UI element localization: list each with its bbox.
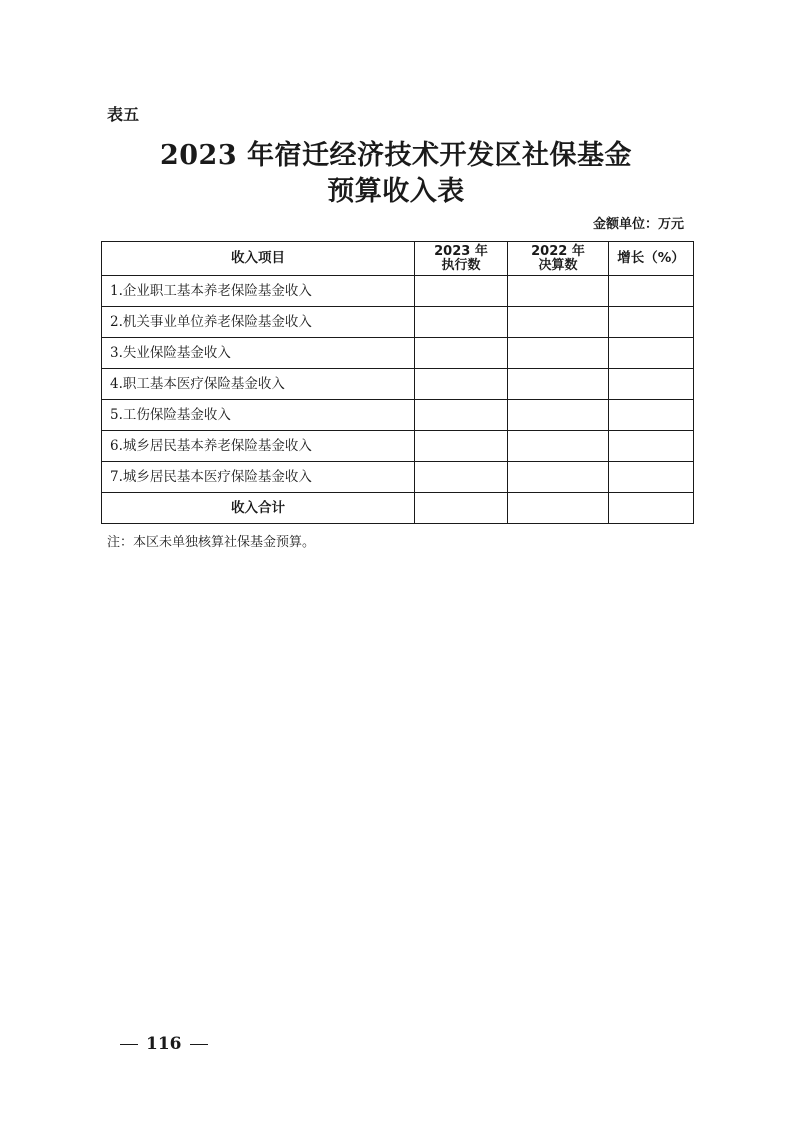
table-label: 表五 — [107, 105, 140, 124]
row-item: 4.职工基本医疗保险基金收入 — [102, 369, 415, 400]
table-row — [102, 276, 694, 307]
header-exec-label: 执行数 — [441, 257, 481, 273]
row-exec-value — [415, 276, 508, 307]
header-final-year: 2022 年 — [531, 243, 585, 259]
row-growth-value — [609, 462, 694, 493]
row-item: 6.城乡居民基本养老保险基金收入 — [102, 431, 415, 462]
table-row — [102, 307, 694, 338]
row-item: 7.城乡居民基本医疗保险基金收入 — [102, 462, 415, 493]
row-growth-value — [609, 276, 694, 307]
total-exec-value — [415, 493, 508, 524]
row-exec-value — [415, 400, 508, 431]
row-growth-value — [609, 369, 694, 400]
header-exec-year: 2023 年 — [434, 243, 488, 259]
header-item: 收入项目 — [102, 242, 415, 276]
page-number: 116 — [146, 1034, 182, 1054]
table-row — [102, 431, 694, 462]
header-exec — [415, 242, 508, 276]
row-item: 5.工伤保险基金收入 — [102, 400, 415, 431]
total-growth-value — [609, 493, 694, 524]
row-final-value — [508, 338, 609, 369]
page-footer — [120, 1034, 208, 1054]
row-exec-value — [415, 338, 508, 369]
income-budget-table — [101, 241, 694, 524]
row-growth-value — [609, 338, 694, 369]
row-final-value — [508, 369, 609, 400]
dash-left — [120, 1044, 138, 1045]
total-label: 收入合计 — [102, 493, 415, 524]
table-header-row — [102, 242, 694, 276]
header-growth: 增长（%） — [609, 242, 694, 276]
table-row — [102, 369, 694, 400]
table-note: 注：本区未单独核算社保基金预算。 — [107, 535, 316, 550]
document-title-line-1: 2023 年宿迁经济技术开发区社保基金 — [159, 140, 633, 171]
row-final-value — [508, 400, 609, 431]
row-exec-value — [415, 307, 508, 338]
row-final-value — [508, 276, 609, 307]
row-growth-value — [609, 431, 694, 462]
total-final-value — [508, 493, 609, 524]
table-total-row — [102, 493, 694, 524]
header-final — [508, 242, 609, 276]
row-exec-value — [415, 431, 508, 462]
table-row — [102, 400, 694, 431]
row-final-value — [508, 431, 609, 462]
row-item: 3.失业保险基金收入 — [102, 338, 415, 369]
header-final-label: 决算数 — [538, 257, 578, 273]
row-exec-value — [415, 369, 508, 400]
table-row — [102, 462, 694, 493]
row-growth-value — [609, 307, 694, 338]
dash-right — [190, 1044, 208, 1045]
document-title-line-2: 预算收入表 — [327, 176, 465, 207]
row-growth-value — [609, 400, 694, 431]
amount-unit: 金额单位：万元 — [592, 217, 684, 232]
row-item: 1.企业职工基本养老保险基金收入 — [102, 276, 415, 307]
row-final-value — [508, 462, 609, 493]
row-final-value — [508, 307, 609, 338]
row-exec-value — [415, 462, 508, 493]
row-item: 2.机关事业单位养老保险基金收入 — [102, 307, 415, 338]
table-row — [102, 338, 694, 369]
